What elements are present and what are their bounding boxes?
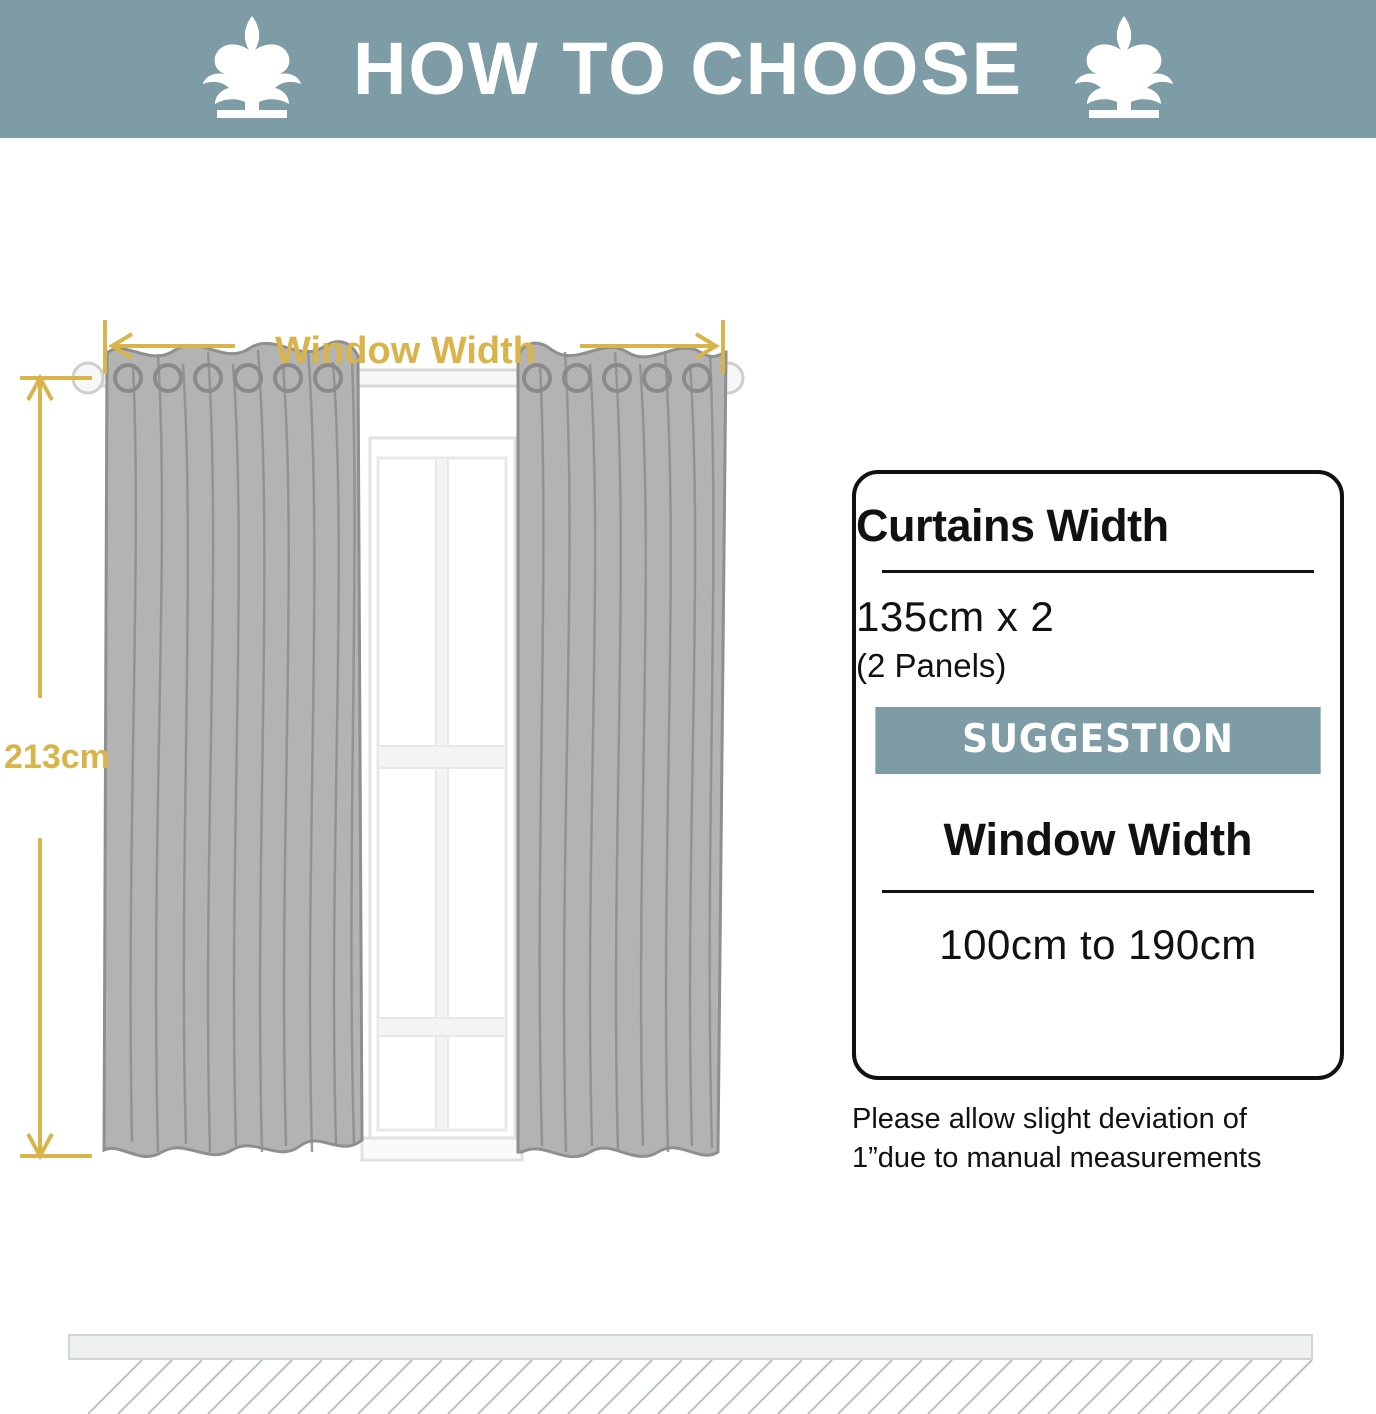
size-info-card	[852, 470, 1344, 1080]
window-width-dimension-label: Window Width	[275, 330, 537, 372]
measurement-note-line1: Please allow slight deviation of	[852, 1103, 1247, 1135]
window-width-title: Window Width	[943, 814, 1253, 865]
window-curtain-illustration	[0, 138, 830, 1268]
window-width-range: 100cm to 190cm	[939, 921, 1257, 968]
right-curtain-panel	[518, 343, 726, 1157]
fleur-de-lis-icon	[177, 14, 327, 124]
page-title: HOW TO CHOOSE	[352, 27, 1024, 110]
measurement-note	[852, 1100, 1352, 1178]
window-frame	[362, 438, 522, 1160]
measurement-note-line2: 1”due to manual measurements	[852, 1142, 1262, 1175]
curtains-width-panels: (2 Panels)	[856, 647, 1007, 684]
floor-hatching	[88, 1360, 1313, 1414]
fleur-de-lis-icon	[1049, 14, 1199, 124]
floor-strip	[68, 1334, 1313, 1360]
left-curtain-panel	[104, 342, 362, 1157]
suggestion-band: SUGGESTION	[875, 707, 1320, 774]
curtains-width-value: 135cm x 2	[856, 593, 1055, 640]
diagram-stage	[0, 138, 1376, 1376]
header-banner	[0, 0, 1376, 138]
curtain-height-dimension-label: 213cm	[4, 738, 110, 776]
curtains-width-title: Curtains Width	[856, 500, 1169, 551]
